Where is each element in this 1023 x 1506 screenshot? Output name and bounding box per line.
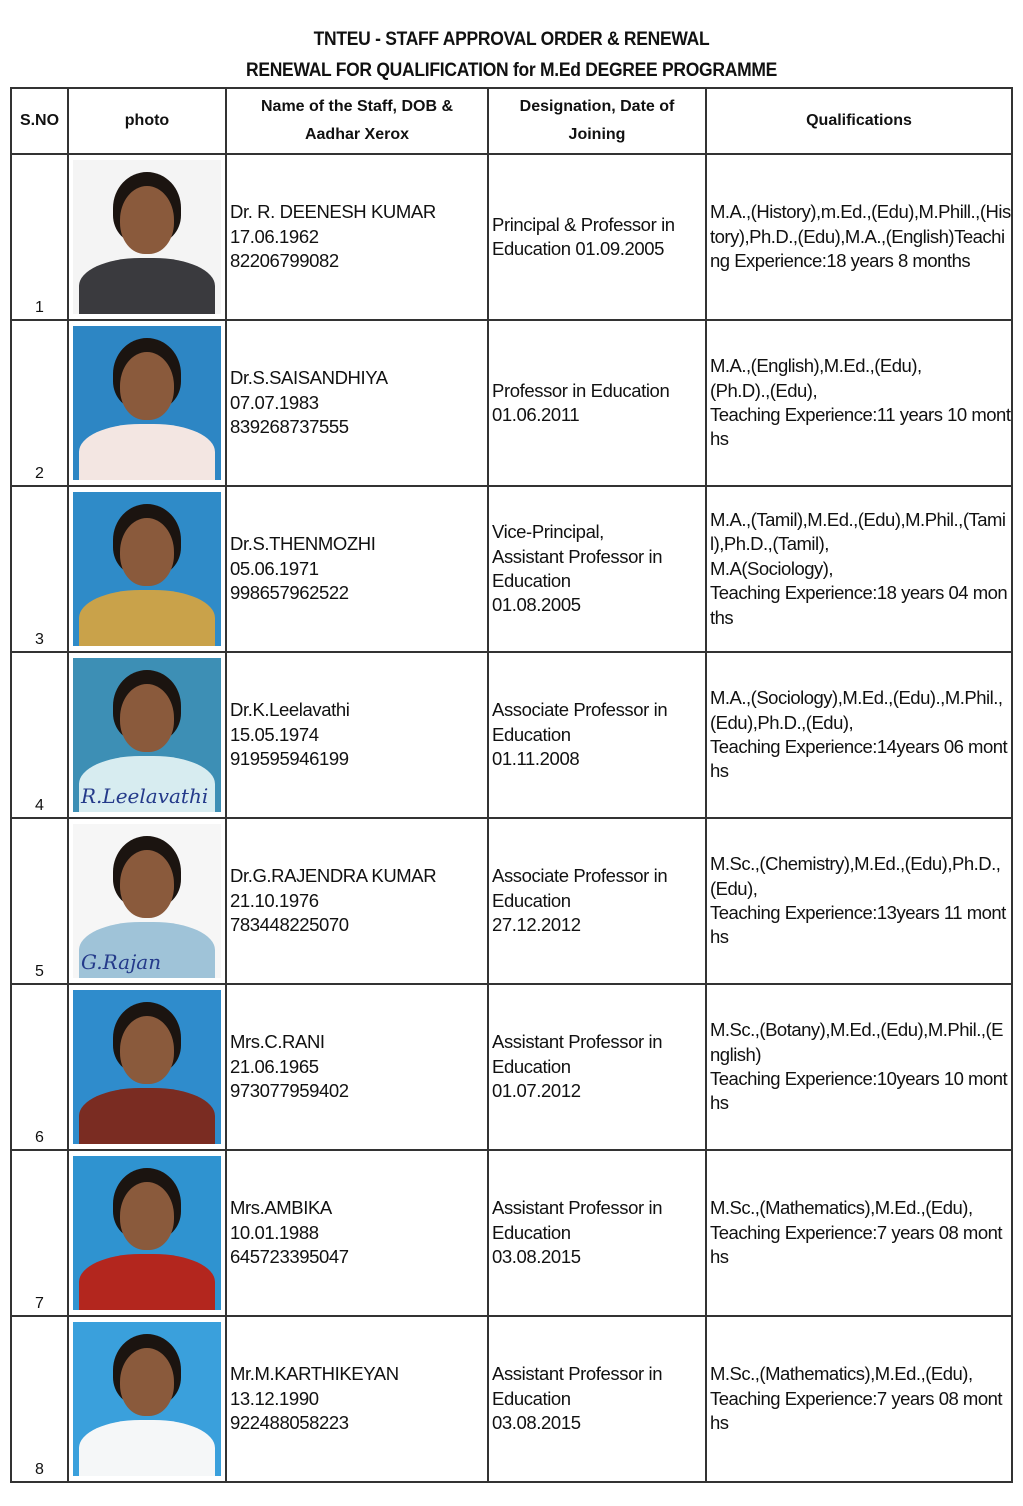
staff-qualifications: M.A.,(English),M.Ed.,(Edu), (Ph.D).,(Edu), Teaching Experience:11 years 10 months bbox=[710, 355, 1011, 450]
staff-aadhar: 919595946199 bbox=[230, 748, 349, 770]
staff-dob: 17.06.1962 bbox=[230, 225, 319, 247]
staff-designation: Associate Professor in Education 01.11.2008 bbox=[492, 699, 668, 770]
staff-info-cell bbox=[226, 154, 488, 320]
qualifications-cell bbox=[706, 652, 1012, 818]
table-row-8 bbox=[11, 1316, 1012, 1482]
staff-photo bbox=[73, 824, 221, 978]
sno-cell bbox=[11, 818, 68, 984]
staff-dob: 07.07.1983 bbox=[230, 391, 319, 413]
qualifications-cell bbox=[706, 154, 1012, 320]
staff-photo bbox=[73, 492, 221, 646]
staff-dob: 13.12.1990 bbox=[230, 1387, 319, 1409]
staff-name: Dr.K.Leelavathi bbox=[230, 699, 350, 721]
photo-clothing bbox=[79, 1088, 215, 1144]
photo-cell bbox=[68, 652, 226, 818]
sno-cell bbox=[11, 652, 68, 818]
staff-info-cell bbox=[226, 1150, 488, 1316]
staff-designation: Assistant Professor in Education 01.07.2012 bbox=[492, 1031, 663, 1102]
table-row-4 bbox=[11, 652, 1012, 818]
qualifications-cell bbox=[706, 1150, 1012, 1316]
table-row-5 bbox=[11, 818, 1012, 984]
serial-number: 8 bbox=[35, 1461, 44, 1478]
photo-cell bbox=[68, 154, 226, 320]
photo-clothing bbox=[79, 590, 215, 646]
staff-info-cell bbox=[226, 652, 488, 818]
staff-qualifications: M.A.,(Tamil),M.Ed.,(Edu),M.Phil.,(Tamil),Ph.D.,(Tamil), M.A(Sociology), Teaching Experience:18 years 04 months bbox=[710, 508, 1008, 628]
designation-cell bbox=[488, 984, 706, 1150]
document-title: TNTEU - STAFF APPROVAL ORDER & RENEWAL bbox=[313, 29, 710, 50]
photo-clothing bbox=[79, 1420, 215, 1476]
qualifications-cell bbox=[706, 486, 1012, 652]
staff-name: Dr.S.SAISANDHIYA bbox=[230, 367, 388, 389]
header-name bbox=[226, 88, 488, 154]
table-row-6 bbox=[11, 984, 1012, 1150]
document-header bbox=[0, 24, 1023, 86]
staff-dob: 05.06.1971 bbox=[230, 557, 319, 579]
staff-photo bbox=[73, 658, 221, 812]
staff-info-cell bbox=[226, 1316, 488, 1482]
header-qualifications: Qualifications bbox=[706, 88, 1012, 154]
staff-dob: 15.05.1974 bbox=[230, 723, 319, 745]
photo-face bbox=[120, 1182, 174, 1250]
staff-photo bbox=[73, 1156, 221, 1310]
header-designation-line1: Designation, Date of bbox=[519, 98, 675, 115]
staff-aadhar: 645723395047 bbox=[230, 1246, 349, 1268]
qualifications-cell bbox=[706, 984, 1012, 1150]
staff-aadhar: 922488058223 bbox=[230, 1412, 349, 1434]
staff-photo bbox=[73, 160, 221, 314]
staff-designation: Associate Professor in Education 27.12.2012 bbox=[492, 865, 668, 936]
staff-designation: Assistant Professor in Education 03.08.2015 bbox=[492, 1363, 663, 1434]
photo-cell bbox=[68, 818, 226, 984]
staff-qualifications: M.Sc.,(Chemistry),M.Ed.,(Edu),Ph.D.,(Edu), Teaching Experience:13years 11 months bbox=[710, 853, 1006, 948]
table-row-3 bbox=[11, 486, 1012, 652]
staff-designation: Vice-Principal, Assistant Professor in Education 01.08.2005 bbox=[492, 521, 663, 616]
staff-photo bbox=[73, 1322, 221, 1476]
serial-number: 1 bbox=[35, 299, 44, 316]
staff-qualifications: M.Sc.,(Mathematics),M.Ed.,(Edu), Teaching Experience:7 years 08 months bbox=[710, 1363, 1003, 1434]
staff-designation: Professor in Education 01.06.2011 bbox=[492, 379, 670, 425]
staff-dob: 21.06.1965 bbox=[230, 1055, 319, 1077]
staff-qualifications: M.A.,(Sociology),M.Ed.,(Edu).,M.Phil.,(Edu),Ph.D.,(Edu), Teaching Experience:14years 06 months bbox=[710, 687, 1008, 782]
staff-info-cell bbox=[226, 818, 488, 984]
header-sno: S.NO bbox=[11, 88, 68, 154]
table-header-row bbox=[11, 88, 1012, 154]
table-row-1 bbox=[11, 154, 1012, 320]
staff-aadhar: 82206799082 bbox=[230, 250, 339, 272]
staff-designation: Principal & Professor in Education 01.09.2005 bbox=[492, 213, 680, 259]
header-designation-line2: Joining bbox=[568, 126, 626, 143]
designation-cell bbox=[488, 486, 706, 652]
table-row-7 bbox=[11, 1150, 1012, 1316]
header-name-line1: Name of the Staff, DOB & bbox=[260, 98, 453, 115]
staff-info-cell bbox=[226, 486, 488, 652]
photo-cell bbox=[68, 486, 226, 652]
photo-cell bbox=[68, 984, 226, 1150]
staff-name: Mr.M.KARTHIKEYAN bbox=[230, 1363, 399, 1385]
header-designation bbox=[488, 88, 706, 154]
staff-name: Mrs.AMBIKA bbox=[230, 1197, 332, 1219]
sno-cell bbox=[11, 1316, 68, 1482]
serial-number: 2 bbox=[35, 465, 44, 482]
header-photo: photo bbox=[68, 88, 226, 154]
staff-qualifications: M.Sc.,(Botany),M.Ed.,(Edu),M.Phil.,(English) Teaching Experience:10years 10 months bbox=[710, 1019, 1008, 1114]
photo-cell bbox=[68, 1316, 226, 1482]
photo-face bbox=[120, 518, 174, 586]
staff-name: Mrs.C.RANI bbox=[230, 1031, 325, 1053]
sno-cell bbox=[11, 1150, 68, 1316]
sno-cell bbox=[11, 320, 68, 486]
serial-number: 4 bbox=[35, 797, 44, 814]
qualifications-cell bbox=[706, 1316, 1012, 1482]
serial-number: 7 bbox=[35, 1295, 44, 1312]
photo-face bbox=[120, 850, 174, 918]
designation-cell bbox=[488, 818, 706, 984]
staff-aadhar: 973077959402 bbox=[230, 1080, 349, 1102]
staff-info-cell bbox=[226, 320, 488, 486]
staff-name: Dr.S.THENMOZHI bbox=[230, 533, 376, 555]
document-subtitle: RENEWAL FOR QUALIFICATION for M.Ed DEGREE PROGRAMME bbox=[245, 60, 778, 81]
sno-cell bbox=[11, 486, 68, 652]
staff-photo bbox=[73, 326, 221, 480]
sno-cell bbox=[11, 154, 68, 320]
staff-designation: Assistant Professor in Education 03.08.2015 bbox=[492, 1197, 663, 1268]
serial-number: 6 bbox=[35, 1129, 44, 1146]
photo-clothing bbox=[79, 424, 215, 480]
photo-clothing bbox=[79, 1254, 215, 1310]
designation-cell bbox=[488, 1316, 706, 1482]
staff-table bbox=[10, 87, 1013, 1483]
staff-qualifications: M.A.,(History),m.Ed.,(Edu),M.Phill.,(History),Ph.D.,(Edu),M.A.,(English)Teaching Experience:18 years 8 months bbox=[710, 201, 1011, 272]
staff-dob: 21.10.1976 bbox=[230, 889, 319, 911]
photo-face bbox=[120, 352, 174, 420]
photo-signature: R.Leelavathi bbox=[81, 784, 209, 808]
header-name-line2: Aadhar Xerox bbox=[304, 126, 410, 143]
table-body bbox=[11, 154, 1012, 1482]
qualifications-cell bbox=[706, 320, 1012, 486]
designation-cell bbox=[488, 320, 706, 486]
staff-aadhar: 839268737555 bbox=[230, 416, 349, 438]
table-row-2 bbox=[11, 320, 1012, 486]
staff-aadhar: 998657962522 bbox=[230, 582, 349, 604]
staff-qualifications: M.Sc.,(Mathematics),M.Ed.,(Edu), Teaching Experience:7 years 08 months bbox=[710, 1197, 1003, 1268]
staff-name: Dr.G.RAJENDRA KUMAR bbox=[230, 865, 437, 887]
qualifications-cell bbox=[706, 818, 1012, 984]
photo-face bbox=[120, 1016, 174, 1084]
photo-signature: G.Rajan bbox=[81, 950, 162, 974]
staff-aadhar: 783448225070 bbox=[230, 914, 349, 936]
photo-face bbox=[120, 186, 174, 254]
photo-cell bbox=[68, 320, 226, 486]
photo-cell bbox=[68, 1150, 226, 1316]
photo-clothing bbox=[79, 258, 215, 314]
serial-number: 5 bbox=[35, 963, 44, 980]
photo-face bbox=[120, 684, 174, 752]
designation-cell bbox=[488, 154, 706, 320]
staff-dob: 10.01.1988 bbox=[230, 1221, 319, 1243]
designation-cell bbox=[488, 652, 706, 818]
designation-cell bbox=[488, 1150, 706, 1316]
staff-info-cell bbox=[226, 984, 488, 1150]
sno-cell bbox=[11, 984, 68, 1150]
photo-face bbox=[120, 1348, 174, 1416]
staff-photo bbox=[73, 990, 221, 1144]
staff-name: Dr. R. DEENESH KUMAR bbox=[230, 201, 436, 223]
serial-number: 3 bbox=[35, 631, 44, 648]
